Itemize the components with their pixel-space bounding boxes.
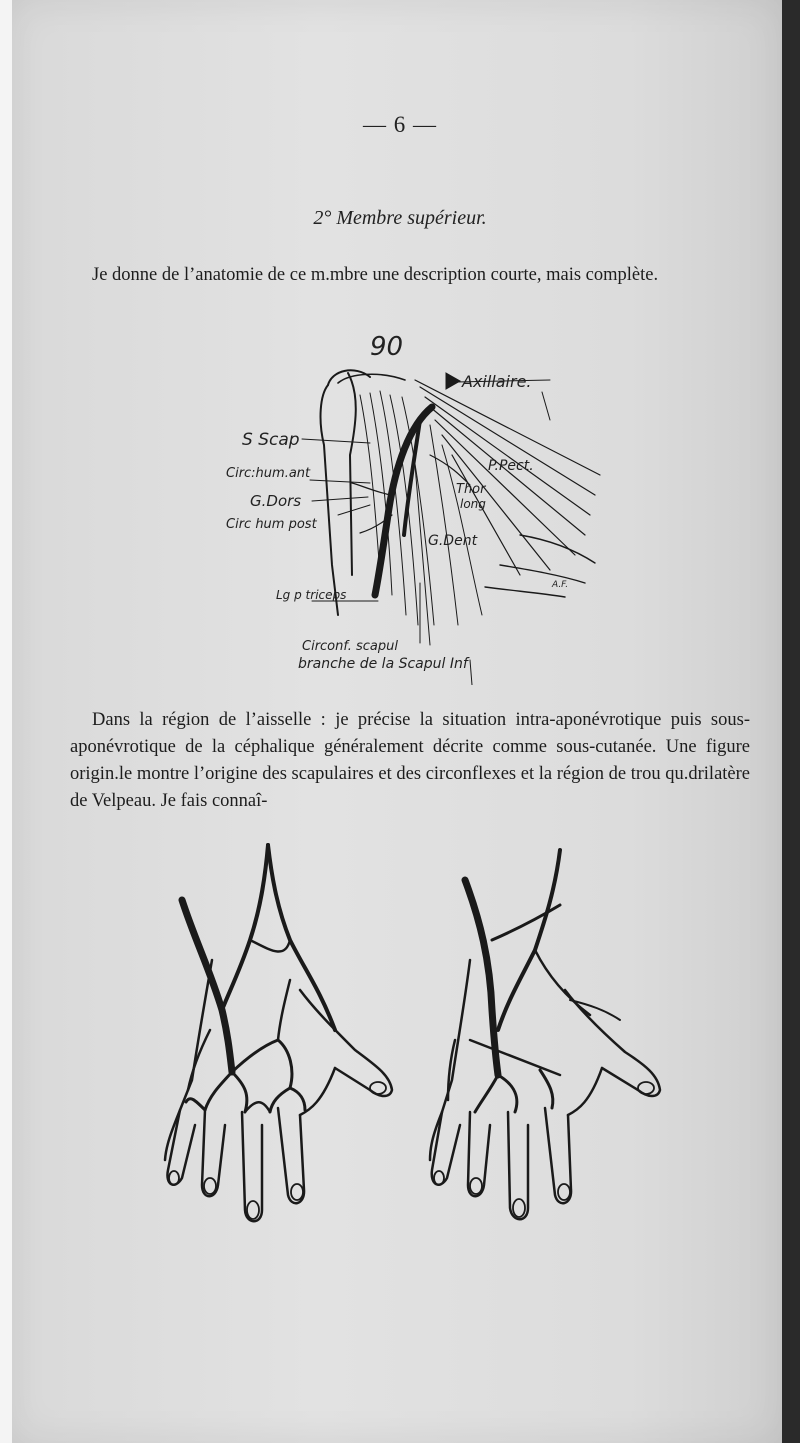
paragraph-aisselle: Dans la région de l’aisselle : je précise la situation intra-aponévrotique puis sous-aponévrotique de la céphalique généralement décrite comme sous-cutanée. Une figure origin.le montre l’origine des scapulaires et des circonflexes et la région de trou qu.drilatère de Velpeau. Je fais connaî- <box>70 710 750 811</box>
page-number: — 6 — <box>363 112 437 137</box>
label-g-dors: G.Dors <box>250 492 302 510</box>
shoulder-anatomy-figure <box>220 325 610 685</box>
label-branche-scapul: branche de la Scapul Inf <box>298 656 468 672</box>
label-s-scap: S Scap <box>242 430 300 450</box>
figure-number-label: 90 <box>370 332 404 362</box>
label-g-dent: G.Dent <box>428 533 478 549</box>
label-circ-hum-post: Circ hum post <box>226 517 317 532</box>
right-hand-drawing <box>430 850 660 1219</box>
left-hand-drawing <box>165 845 392 1221</box>
hands-veins-figure <box>150 840 670 1240</box>
label-thor: Thor <box>456 482 486 497</box>
label-long: long <box>460 497 486 511</box>
label-circ-hum-ant: Circ:hum.ant <box>226 466 311 481</box>
label-circonf-scapul: Circonf. scapul <box>302 639 398 654</box>
label-p-pect: P.Pect. <box>488 458 534 474</box>
label-axillaire: Axillaire. <box>462 372 532 391</box>
section-title: 2° Membre supérieur. <box>313 207 487 229</box>
label-lg-p-triceps: Lg p triceps <box>276 588 347 602</box>
paragraph-intro: Je donne de l’anatomie de ce m.mbre une description courte, mais complète. <box>92 265 659 285</box>
label-signature: A.F. <box>552 580 569 590</box>
